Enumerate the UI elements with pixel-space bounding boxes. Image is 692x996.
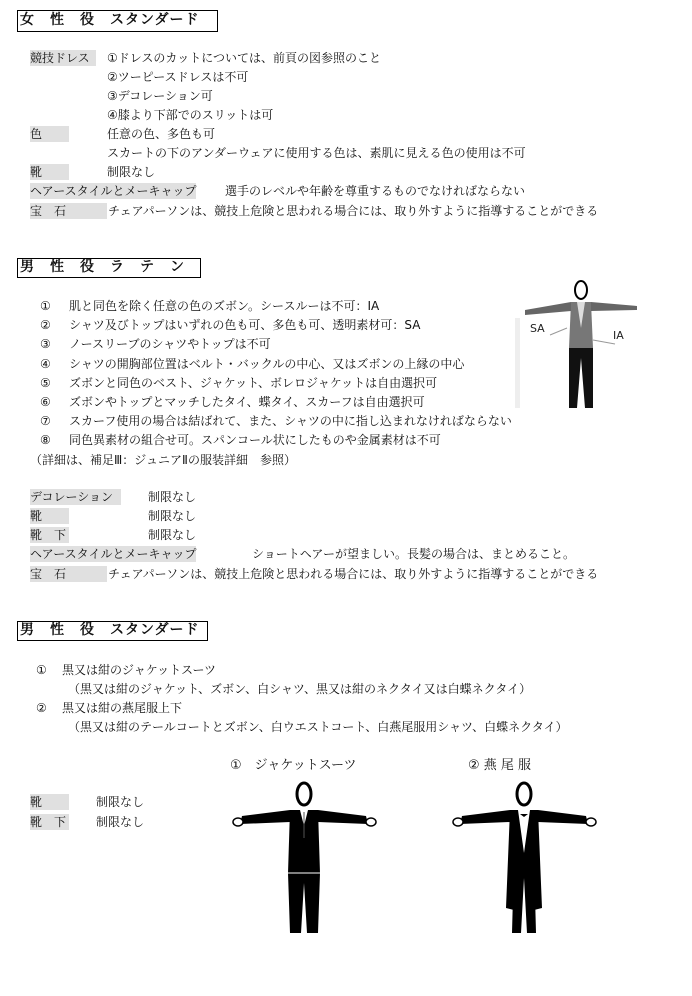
dress-item-4: ④膝より下部でのスリットは可 — [107, 108, 274, 122]
caption-jacket-suit: ① ジャケットスーツ — [230, 758, 357, 773]
label-hair-makeup: ヘアースタイルとメーキャップ — [30, 547, 197, 561]
shoes-value: 制限なし — [96, 795, 145, 809]
hair-makeup-value: ショートヘアーが望ましい。長髪の場合は、まとめること。 — [252, 547, 576, 561]
latin-item-num: ③ — [40, 337, 51, 352]
latin-item-num: ⑥ — [40, 395, 51, 409]
label-color: 色 — [30, 126, 69, 142]
label-socks: 靴 下 — [30, 814, 69, 830]
latin-item: ズボンと同色のベスト、ジャケット、ボレロジャケットは自由選択可 — [69, 375, 438, 390]
label-shoes: 靴 — [30, 508, 69, 524]
latin-note: （詳細は、補足Ⅲ：ジュニアⅡの服装詳細 参照） — [30, 453, 296, 467]
jewelry-value: チェアパーソンは、競技上危険と思われる場合には、取り外すように指導することができる — [108, 204, 599, 218]
standard-item-1-detail: （黒又は紺のジャケット、ズボン、白シャツ、黒又は紺のネクタイ又は白蝶ネクタイ） — [68, 682, 532, 696]
label-shoes: 靴 — [30, 794, 69, 810]
latin-item-num: ④ — [40, 356, 51, 371]
jewelry-value: チェアパーソンは、競技上危険と思われる場合には、取り外すように指導することができる — [108, 567, 599, 581]
latin-item: シャツの開胸部位置はベルト・バックルの中心、又はズボンの上縁の中心 — [69, 356, 465, 371]
latin-item-num: ⑦ — [40, 414, 51, 429]
label-jewelry: 宝 石 — [30, 566, 107, 582]
latin-item: ズボンやトップとマッチしたタイ、蝶タイ、スカーフは自由選択可 — [69, 395, 425, 409]
latin-item-num: ⑤ — [40, 375, 51, 390]
latin-figure-illustration — [515, 278, 645, 413]
tailcoat-illustration — [452, 778, 597, 938]
decoration-value: 制限なし — [148, 490, 197, 504]
standard-item-2: 黒又は紺の燕尾服上下 — [62, 701, 183, 715]
latin-item-num: ① — [40, 299, 51, 313]
section-title-male-standard: 男 性 役 スタンダード — [17, 621, 208, 641]
standard-item-1-num: ① — [36, 663, 47, 677]
latin-item: シャツ及びトップはいずれの色も可、多色も可、透明素材可：SA — [69, 318, 421, 333]
shoes-value: 制限なし — [148, 509, 197, 523]
socks-value: 制限なし — [96, 815, 145, 829]
label-dress: 競技ドレス — [30, 50, 96, 66]
label-socks: 靴 下 — [30, 527, 69, 543]
sa-label: SA — [530, 322, 545, 335]
label-hair-makeup: ヘアースタイルとメーキャップ — [30, 184, 197, 198]
label-shoes: 靴 — [30, 164, 69, 180]
section-title-female-standard: 女 性 役 スタンダード — [17, 10, 218, 32]
color-value-2: スカートの下のアンダーウェアに使用する色は、素肌に見える色の使用は不可 — [107, 146, 526, 160]
latin-item: 肌と同色を除く任意の色のズボン。シースルーは不可：IA — [69, 299, 380, 313]
label-jewelry: 宝 石 — [30, 203, 107, 219]
dress-item-1: ①ドレスのカットについては、前頁の図参照のこと — [107, 51, 382, 65]
socks-value: 制限なし — [148, 528, 197, 542]
hair-makeup-value: 選手のレベルや年齢を尊重するものでなければならない — [225, 184, 526, 198]
standard-item-1: 黒又は紺のジャケットスーツ — [62, 663, 216, 677]
dress-item-3: ③デコレーション可 — [107, 89, 213, 103]
caption-tailcoat: ② 燕 尾 服 — [468, 758, 532, 773]
shoes-value: 制限なし — [107, 165, 156, 179]
latin-item: スカーフ使用の場合は結ばれて、また、シャツの中に指し込まれなければならない — [69, 414, 512, 429]
standard-item-2-num: ② — [36, 701, 47, 715]
latin-item: 同色異素材の組合せ可。スパンコール状にしたものや金属素材は不可 — [69, 433, 441, 448]
jacket-suit-illustration — [232, 778, 377, 938]
label-decoration: デコレーション — [30, 489, 121, 505]
standard-item-2-detail: （黒又は紺のテールコートとズボン、白ウエストコート、白燕尾服用シャツ、白蝶ネクタイ） — [68, 720, 568, 734]
latin-item-num: ⑧ — [40, 433, 51, 448]
color-value-1: 任意の色、多色も可 — [107, 127, 216, 141]
section-title-male-latin: 男 性 役 ラ テ ン — [17, 258, 201, 278]
ia-label: IA — [613, 329, 624, 342]
latin-item: ノースリーブのシャツやトップは不可 — [69, 337, 271, 352]
latin-item-num: ② — [40, 318, 51, 333]
dress-item-2: ②ツーピースドレスは不可 — [107, 70, 249, 84]
